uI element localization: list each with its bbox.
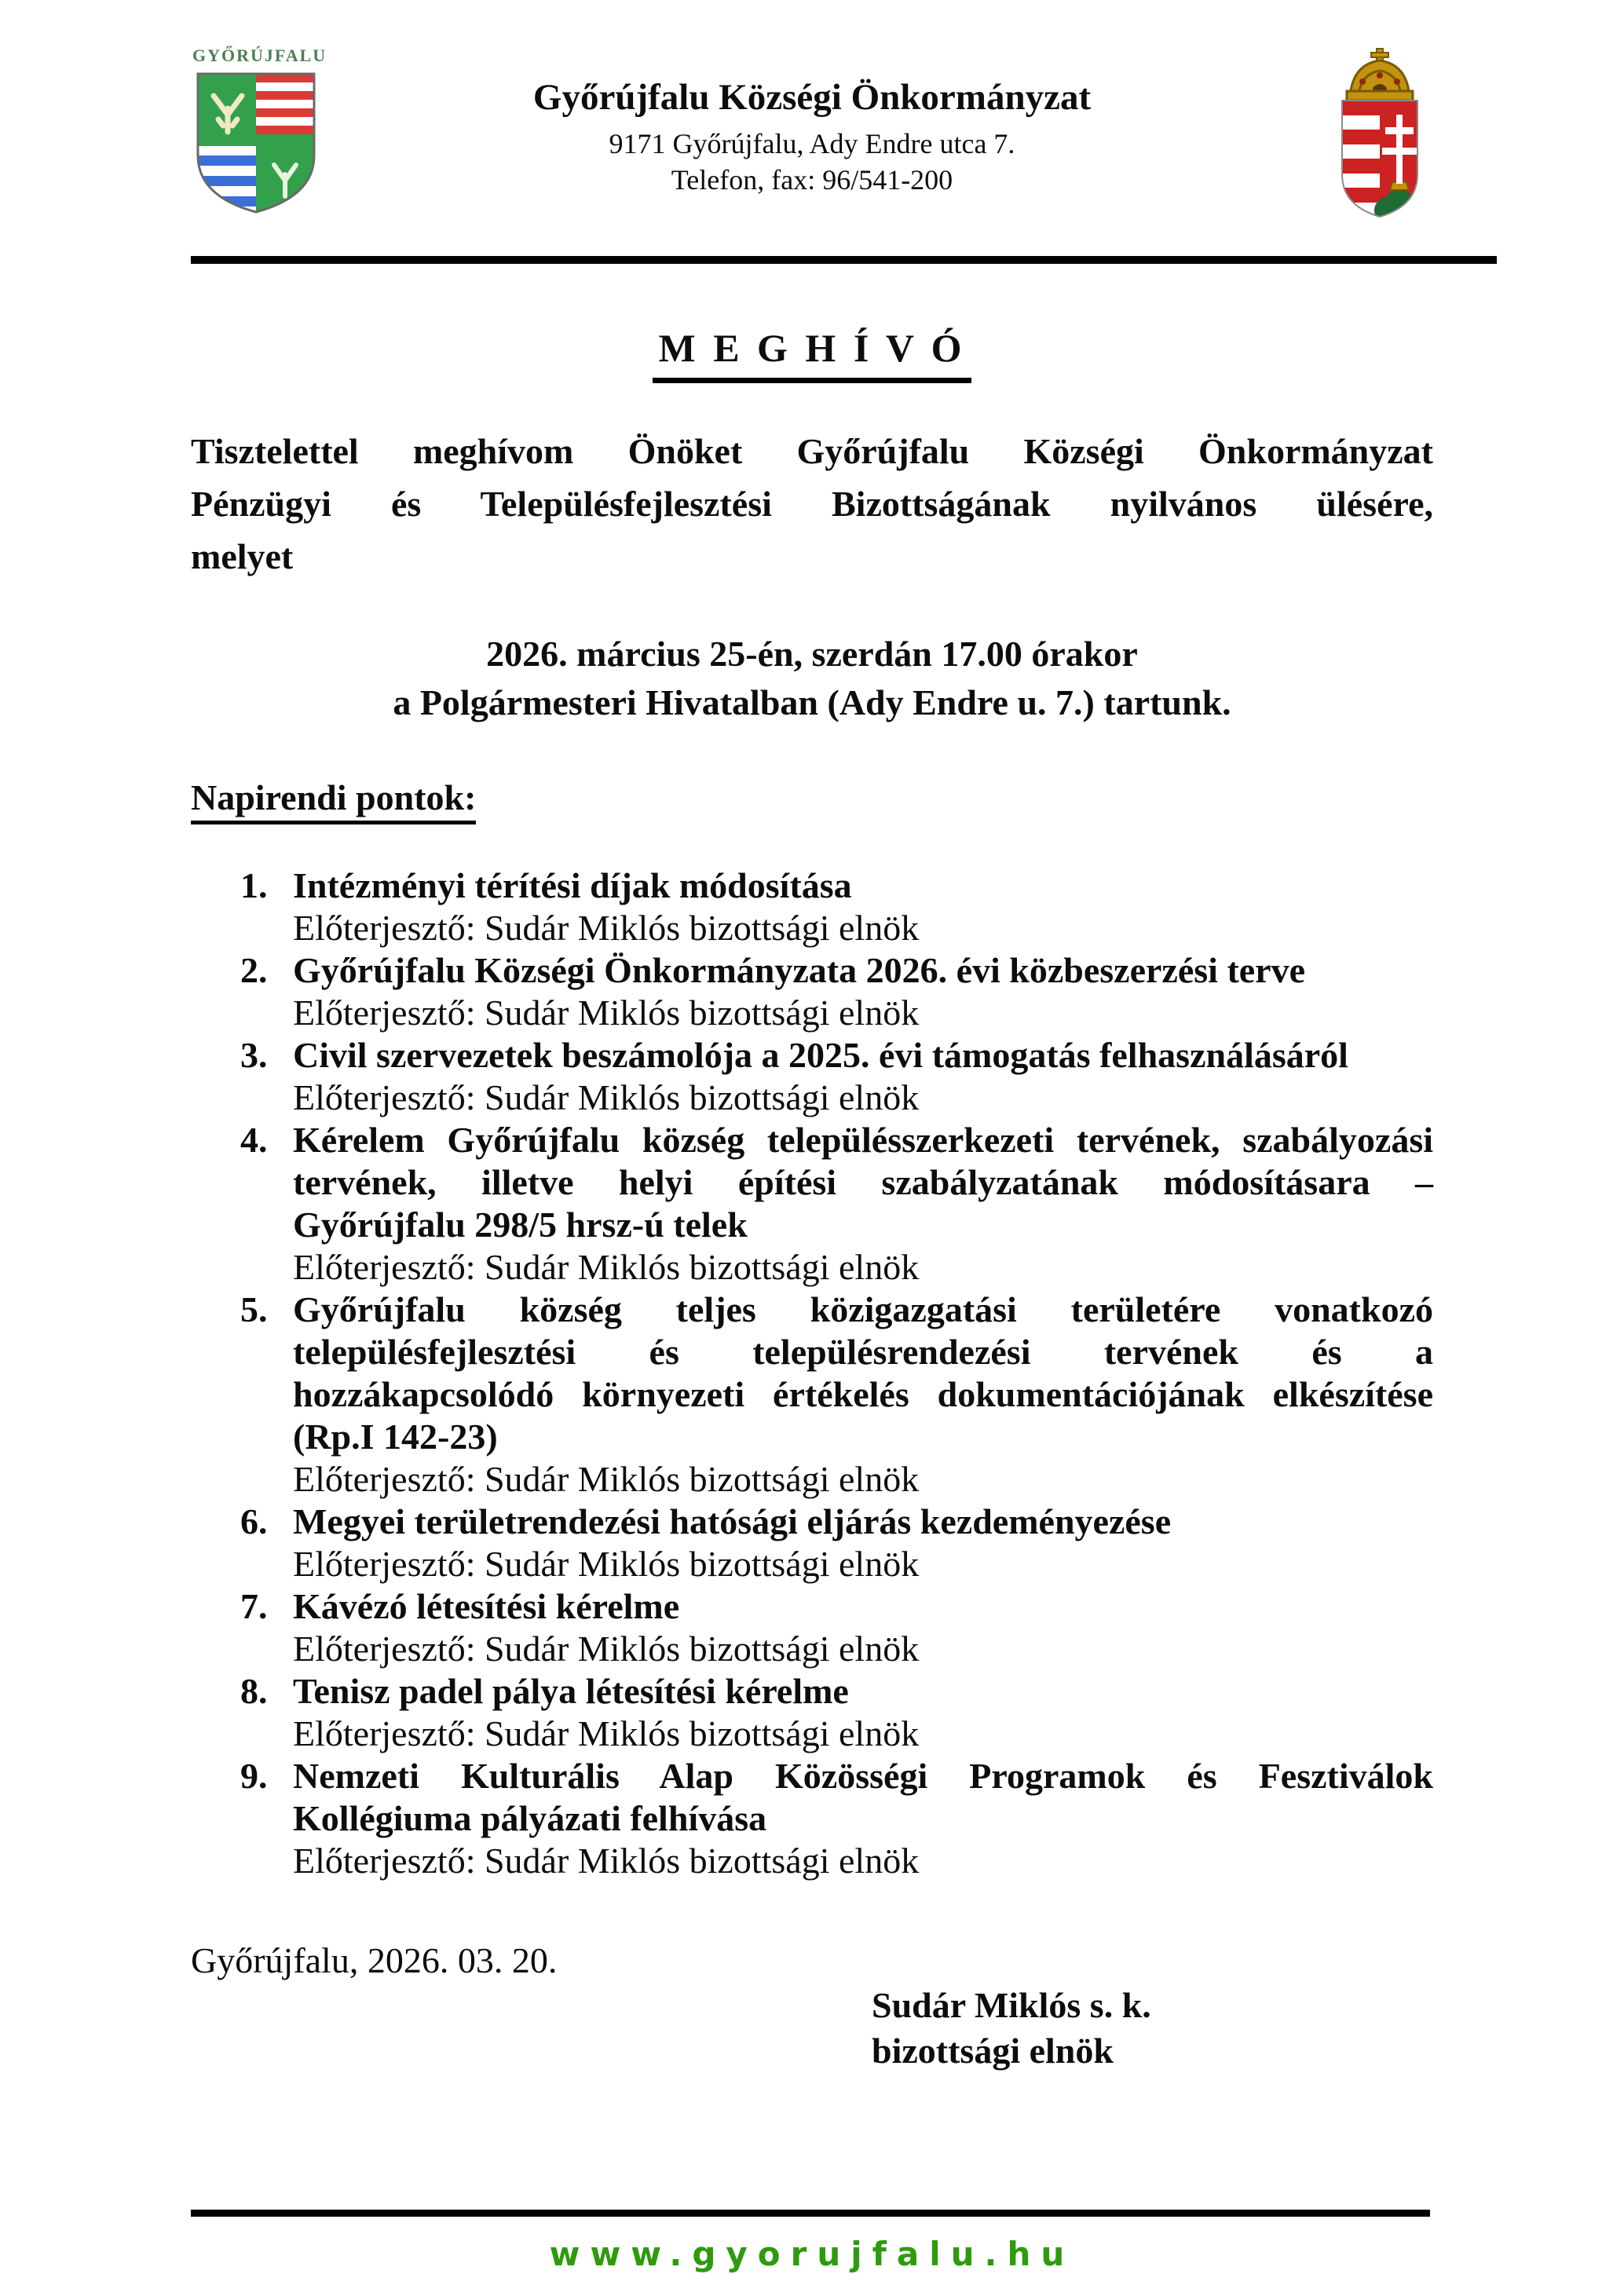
intro-line: Pénzügyi és Településfejlesztési Bizottságának nyilvános ülésére, <box>191 484 1433 524</box>
agenda-item-title: Nemzeti Kulturális Alap Közösségi Programok és Fesztiválok <box>293 1756 1433 1796</box>
agenda-item-presenter: Előterjesztő: Sudár Miklós bizottsági elnök <box>293 1077 920 1117</box>
agenda-item-title: Civil szervezetek beszámolója a 2025. évi támogatás felhasználásáról <box>293 1035 1348 1075</box>
agenda-item-presenter: Előterjesztő: Sudár Miklós bizottsági elnök <box>293 1841 920 1881</box>
footer-divider <box>191 2210 1430 2217</box>
agenda-item-number: 8. <box>240 1671 268 1711</box>
agenda-item-title: Győrújfalu község teljes közigazgatási területére vonatkozó <box>293 1289 1433 1329</box>
agenda-item-number: 4. <box>240 1120 268 1160</box>
letterhead <box>322 75 1302 198</box>
agenda-item-title: Tenisz padel pálya létesítési kérelme <box>293 1671 849 1711</box>
agenda-item-title: Kérelem Győrújfalu község településszerkezeti tervének, szabályozási <box>293 1120 1433 1160</box>
agenda-item <box>240 865 1433 949</box>
meeting-location: a Polgármesteri Hivatalban (Ady Endre u. 7.) tartunk. <box>393 682 1231 722</box>
signature-block <box>872 1983 1151 2074</box>
hungary-coat-of-arms <box>1335 47 1426 221</box>
agenda-item <box>240 1034 1433 1119</box>
website-url: www.gyorujfalu.hu <box>549 2235 1075 2273</box>
coat-of-arms-label: GYŐRÚJFALU <box>192 46 327 65</box>
agenda-item-number: 1. <box>240 865 268 905</box>
agenda-item <box>240 1119 1433 1289</box>
agenda-item-title: Győrújfalu Községi Önkormányzata 2026. évi közbeszerzési terve <box>293 950 1306 990</box>
hungary-coat-of-arms-icon <box>1335 47 1425 221</box>
document-title <box>0 325 1624 383</box>
intro-paragraph <box>191 425 1433 583</box>
agenda-item <box>240 1289 1433 1501</box>
intro-line: Tisztelettel meghívom Önöket Győrújfalu Községi Önkormányzat <box>191 431 1433 471</box>
agenda-list <box>240 865 1433 1882</box>
agenda-item-presenter: Előterjesztő: Sudár Miklós bizottsági elnök <box>293 1544 920 1584</box>
meeting-datetime: 2026. március 25-én, szerdán 17.00 órakor <box>486 634 1138 674</box>
agenda-item-presenter: Előterjesztő: Sudár Miklós bizottsági elnök <box>293 993 920 1033</box>
agenda-item-title: Kollégiuma pályázati felhívása <box>293 1798 767 1838</box>
agenda-item-title: Kávézó létesítési kérelme <box>293 1586 680 1626</box>
agenda-item-presenter: Előterjesztő: Sudár Miklós bizottsági elnök <box>293 1247 920 1287</box>
agenda-item-number: 2. <box>240 950 268 990</box>
gyorujfalu-coat-of-arms-icon <box>195 71 317 215</box>
agenda-item-presenter: Előterjesztő: Sudár Miklós bizottsági elnök <box>293 908 920 948</box>
agenda-item-title: Megyei területrendezési hatósági eljárás kezdeményezése <box>293 1501 1172 1541</box>
meeting-details <box>191 630 1433 727</box>
page-title: M E G H Í V Ó <box>653 325 972 383</box>
agenda-item-title: Győrújfalu 298/5 hrsz-ú telek <box>293 1205 748 1245</box>
agenda-item-number: 7. <box>240 1586 268 1626</box>
agenda-item <box>240 1670 1433 1755</box>
agenda-item-title: Intézményi térítési díjak módosítása <box>293 865 852 905</box>
agenda-item <box>240 1755 1433 1882</box>
header-divider <box>191 256 1497 264</box>
org-phone: Telefon, fax: 96/541-200 <box>671 164 953 196</box>
agenda-item-number: 5. <box>240 1289 268 1329</box>
agenda-item-title: településfejlesztési és településrendezési tervének és a <box>293 1332 1433 1372</box>
agenda-item-presenter: Előterjesztő: Sudár Miklós bizottsági elnök <box>293 1713 920 1753</box>
agenda-item-presenter: Előterjesztő: Sudár Miklós bizottsági elnök <box>293 1459 920 1499</box>
agenda-item-number: 6. <box>240 1501 268 1541</box>
intro-line: melyet <box>191 536 294 576</box>
signature-name: Sudár Miklós s. k. <box>872 1985 1151 2025</box>
gyorujfalu-coat-of-arms <box>192 46 327 215</box>
agenda-item <box>240 1501 1433 1585</box>
agenda-item-title: hozzákapcsolódó környezeti értékelés dokumentációjának elkészítése <box>293 1374 1433 1414</box>
agenda-item-title: tervének, illetve helyi építési szabályzatának módosításara – <box>293 1162 1433 1202</box>
agenda-item <box>240 949 1433 1034</box>
agenda-item-number: 9. <box>240 1756 268 1796</box>
agenda-item-number: 3. <box>240 1035 268 1075</box>
agenda-item-title: (Rp.I 142-23) <box>293 1417 498 1457</box>
agenda-item <box>240 1585 1433 1670</box>
org-name: Győrújfalu Községi Önkormányzat <box>532 77 1092 118</box>
agenda-heading: Napirendi pontok: <box>191 777 476 824</box>
signature-role: bizottsági elnök <box>872 2031 1114 2071</box>
org-address: 9171 Győrújfalu, Ady Endre utca 7. <box>609 128 1015 159</box>
agenda-item-presenter: Előterjesztő: Sudár Miklós bizottsági elnök <box>293 1629 920 1669</box>
closing-date: Győrújfalu, 2026. 03. 20. <box>191 1940 558 1980</box>
